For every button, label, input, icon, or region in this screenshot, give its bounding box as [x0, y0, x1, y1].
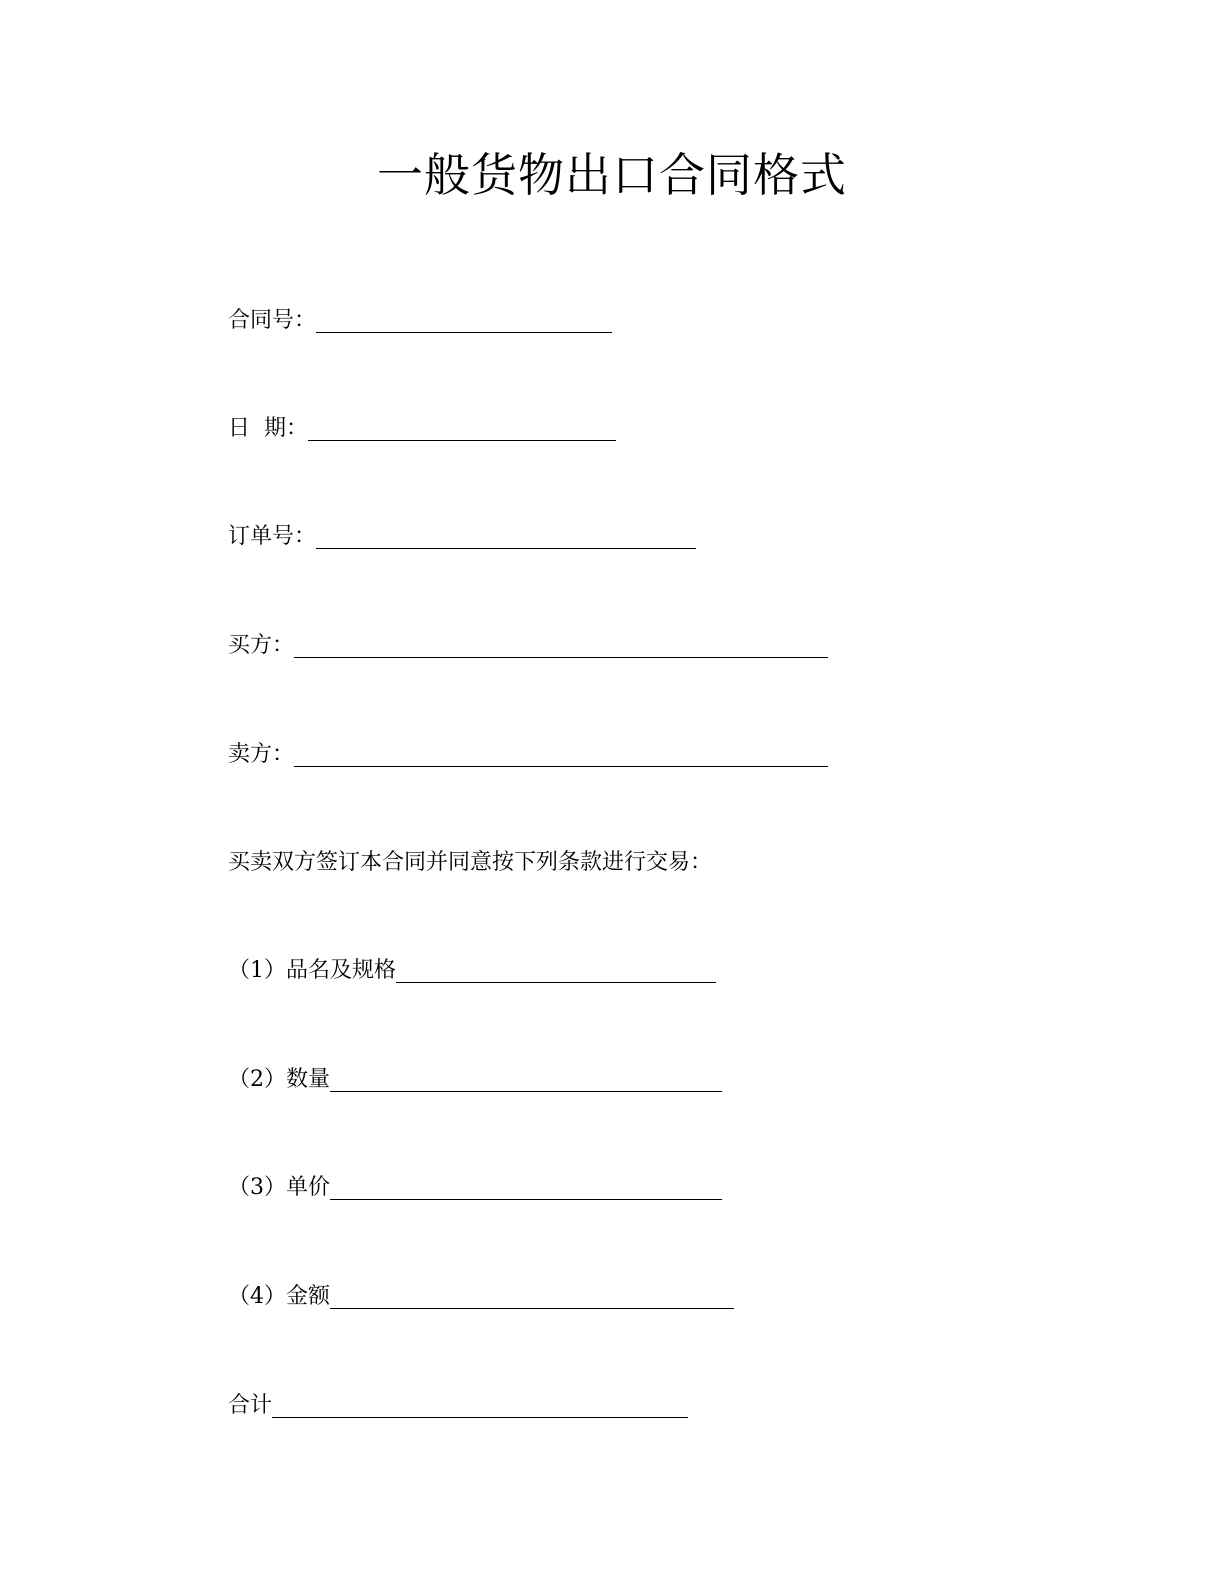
total-label: 合计 [228, 1393, 273, 1418]
item-2-blank[interactable] [330, 1067, 722, 1092]
date-blank[interactable] [308, 416, 616, 441]
item-4-blank[interactable] [330, 1284, 734, 1309]
item-1-blank[interactable] [396, 958, 716, 983]
order-no-label: 订单号： [228, 524, 317, 549]
item-4-label: （4）金额 [228, 1284, 330, 1309]
seller-label: 卖方： [228, 742, 295, 767]
seller-row [228, 740, 828, 770]
seller-blank[interactable] [294, 742, 828, 767]
intro-sentence: 买卖双方签订本合同并同意按下列条款进行交易： [228, 850, 713, 875]
item-4-row [228, 1282, 734, 1312]
item-1-row [228, 956, 716, 986]
item-3-label: （3）单价 [228, 1175, 330, 1200]
item-3-row [228, 1173, 722, 1203]
date-label: 日 期： [228, 416, 308, 441]
contract-no-blank[interactable] [316, 308, 612, 333]
contract-no-row [228, 306, 612, 336]
buyer-blank[interactable] [294, 633, 828, 658]
item-2-row [228, 1065, 722, 1095]
contract-no-label: 合同号： [228, 308, 317, 333]
item-2-label: （2）数量 [228, 1067, 330, 1092]
item-3-blank[interactable] [330, 1175, 722, 1200]
buyer-row [228, 631, 828, 661]
date-row [228, 414, 616, 444]
order-no-blank[interactable] [316, 524, 696, 549]
total-blank[interactable] [272, 1393, 688, 1418]
document-title: 一般货物出口合同格式 [377, 148, 847, 202]
buyer-label: 买方： [228, 633, 295, 658]
total-row [228, 1391, 688, 1421]
item-1-label: （1）品名及规格 [228, 958, 396, 983]
order-no-row [228, 522, 696, 552]
